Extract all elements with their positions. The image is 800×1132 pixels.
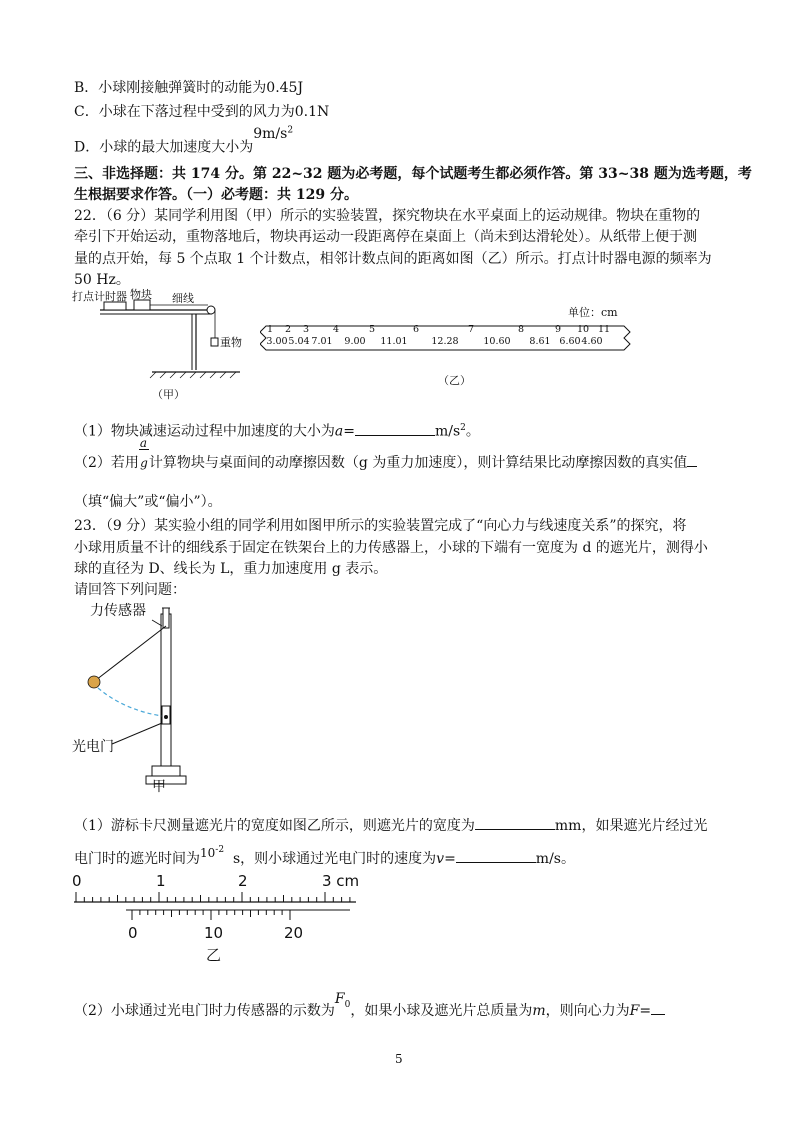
fig-caliper [70,872,370,964]
option-d [74,125,294,158]
section3-line1: 三、非选择题：共 174 分。第 22~32 题为必考题，每个试题考生都必须作答。第 33~38 题为选考题，考 [74,166,752,182]
q22-line3: 量的点开始，每 5 个点取 1 个计数点，相邻计数点间的距离如图（乙）所示。打点计时器电源的频率为 [74,251,712,267]
page-number: 5 [395,1052,403,1066]
answer-blank[interactable] [475,815,555,830]
fig-tape [260,304,632,388]
answer-blank[interactable] [456,848,536,863]
tape-point: 10 [577,324,590,335]
answer-blank[interactable] [651,1000,665,1015]
q23-sub1-line2: 电门时的遮光时间为$10^{-2}$ s，则小球通过光电门时的速度为v= m/s。 [74,845,575,867]
tape-unit: 单位：cm [568,306,618,319]
caliper-main-label: 2 [238,872,248,890]
option-b: B．小球刚接触弹簧时的动能为0.45J [74,80,304,96]
q22-line1: 22．（6 分）某同学利用图（甲）所示的实验装置，探究物块在水平桌面上的运动规律。物块在重物的 [74,208,701,224]
frac-den: g [140,456,148,470]
tape-point: 4 [333,324,340,335]
q23-sub1-line1: （1）游标卡尺测量遮光片的宽度如图乙所示，则遮光片的宽度为 mm，如果遮光片经过光 [74,815,707,836]
q22-sub1: （1）物块减速运动过程中加速度的大小为$a= m/s^2$。 [74,418,480,442]
label-weight: 重物 [220,336,242,349]
q23-line1: 23．（9 分）某实验小组的同学利用如图甲所示的实验装置完成了“向心力与线速度关系”的探究，将 [74,518,687,534]
option-d-text: D．小球的最大加速度大小为 [74,139,254,156]
q23-line2: 小球用质量不计的细线系于固定在铁架台上的力传感器上，小球的下端有一宽度为 d 的遮光片，测得小 [74,540,708,556]
answer-blank[interactable] [687,452,697,467]
caliper-vernier-label: 0 [128,924,138,942]
q23-line3: 球的直径为 D、线长为 L，重力加速度用 g 表示。 [74,561,388,577]
tape-distance: 7.01 [311,336,333,347]
caliper-main-label: 1 [156,872,166,890]
tape-distance: 3.00 [266,336,288,347]
caption-jia-2: 甲 [152,779,166,795]
q23-line4: 请回答下列问题： [74,582,186,598]
frac-num: a [139,436,148,450]
label-string: 细线 [172,292,194,305]
tape-distance: 11.01 [380,336,408,347]
tape-point: 5 [369,324,376,335]
caption-yi: （乙） [438,374,471,387]
tape-point: 3 [303,324,310,335]
q22-line4: 50 Hz。 [74,272,130,288]
tape-distance: 4.60 [581,336,603,347]
caliper-main-label: 0 [72,872,82,890]
tape-distance: 5.04 [288,336,310,347]
tape-content [266,324,620,354]
tape-point: 7 [468,324,475,335]
caliper-main-label: 3 cm [322,872,360,890]
time-value: $10^{-2}$ [200,845,225,860]
fig-pendulum [72,598,252,794]
tape-distance: 6.60 [559,336,581,347]
tape-distance: 8.61 [529,336,551,347]
f0-symbol: $F_0$ [334,991,351,1010]
label-sensor: 力传感器 [90,603,146,619]
tape-point: 6 [413,324,420,335]
q23-sub2: （2）小球通过光电门时力传感器的示数为$F_0$，如果小球及遮光片总质量为m，则向心力为F= [74,1000,665,1027]
section3-line2: 生根据要求作答。（一）必考题：共 129 分。 [74,187,358,203]
label-block: 物块 [130,288,152,301]
caption-yi-2: 乙 [206,946,222,964]
answer-blank[interactable] [355,421,435,436]
caption-jia: （甲） [152,388,185,401]
fig-apparatus [72,288,252,401]
label-gate: 光电门 [72,739,114,755]
option-c: C．小球在下落过程中受到的风力为0.1N [74,104,330,120]
q22-line2: 牵引下开始运动，重物落地后，物块再运动一段距离停在桌面上（尚未到达滑轮处）。从纸带上便于测 [74,229,697,245]
tape-distance: 10.60 [483,336,511,347]
q22-sub2-line2: （填“偏大”或“偏小”）。 [74,494,222,510]
caliper-vernier-label: 10 [204,924,224,942]
tape-point: 11 [598,324,611,335]
label-timer: 打点计时器 [72,290,127,303]
pendulum-drawing [72,598,252,794]
option-d-value: $9m/s^2$ [253,125,294,142]
tape-point: 9 [555,324,562,335]
tape-point: 2 [285,324,292,335]
tape-point: 1 [267,324,274,335]
tape-distance: 12.28 [431,336,459,347]
tape-point: 8 [518,324,525,335]
q22-sub2: （2）若用 $\frac{a}{g}$计算物块与桌面间的动摩擦因数（g 为重力加速度），则计算结果比动摩擦因数的真实值 [74,452,697,473]
caliper-vernier-label: 20 [284,924,304,942]
tape-distance: 9.00 [344,336,366,347]
